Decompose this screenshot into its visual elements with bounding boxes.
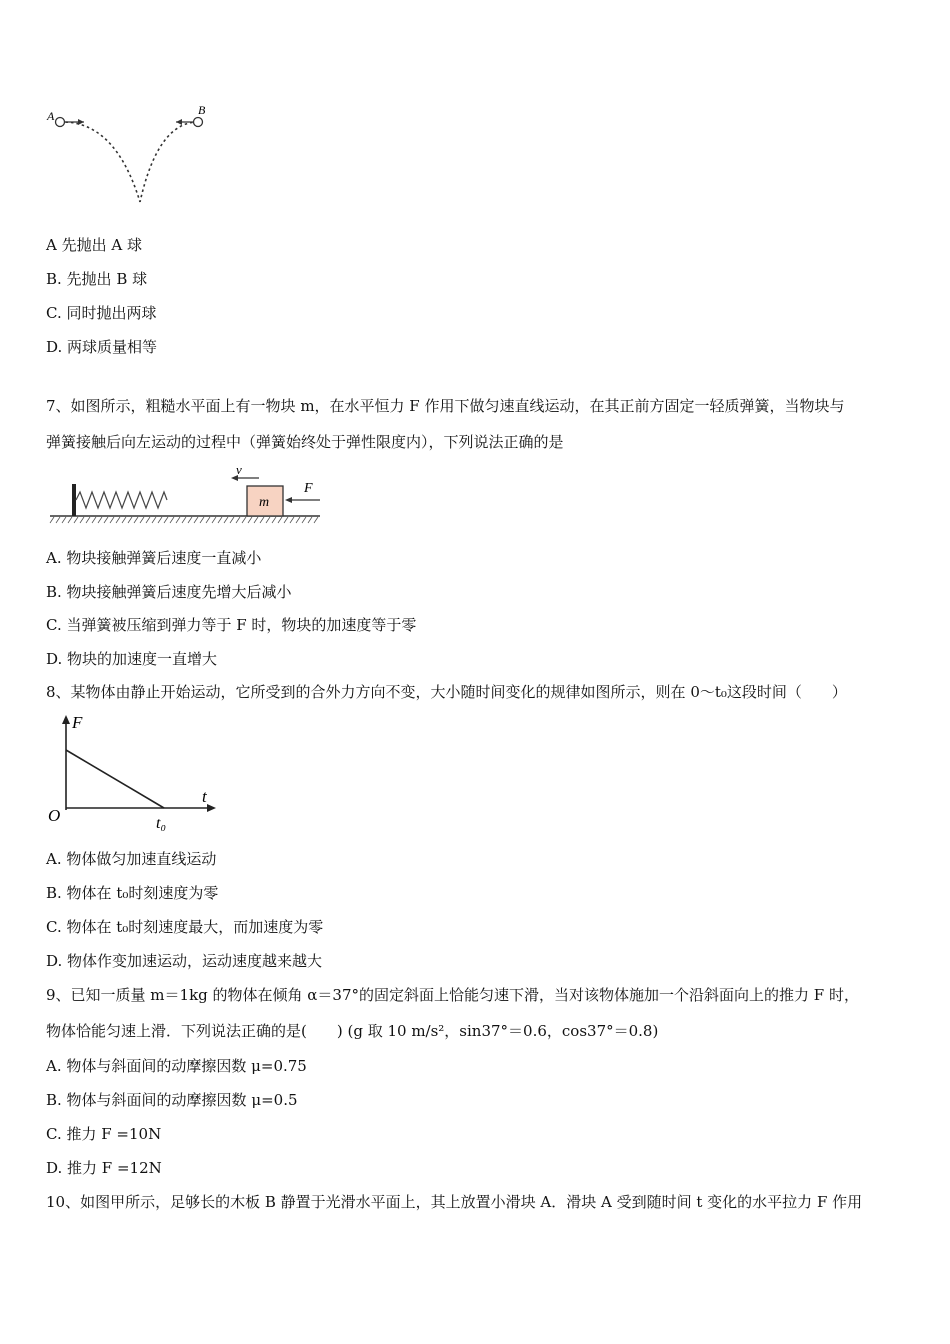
velocity-label: v (236, 462, 242, 477)
label-a: A (47, 109, 55, 123)
ball-a (56, 118, 65, 127)
q10-stem-line1: 10、如图甲所示，足够长的木板 B 静置于光滑水平面上，其上放置小滑块 A．滑块 A 受到随时间 t 变化的水平拉力 F 作用 (46, 1193, 863, 1211)
q9-stem-line2: 物体恰能匀速上滑．下列说法正确的是( ) (g 取 10 m/s²，sin37°＝0.6，cos37°＝0.8) (46, 1022, 659, 1040)
ball-b (194, 118, 203, 127)
origin-label: O (48, 806, 61, 825)
y-axis-label: F (72, 713, 83, 732)
q7-stem-line2: 弹簧接触后向左运动的过程中（弹簧始终处于弹性限度内），下列说法正确的是 (46, 433, 564, 451)
q6-option-a: A 先抛出 A 球 (46, 236, 142, 254)
force-time-graph (44, 708, 224, 838)
q8-option-c: C. 物体在 t₀时刻速度最大，而加速度为零 (46, 918, 324, 936)
q6-option-c: C. 同时抛出两球 (46, 304, 157, 322)
mass-label: m (259, 495, 270, 510)
q8-option-b: B. 物体在 t₀时刻速度为零 (46, 884, 219, 902)
q7-option-a: A. 物块接触弹簧后速度一直减小 (46, 549, 262, 567)
q9-option-a: A. 物体与斜面间的动摩擦因数 μ=0.75 (46, 1057, 307, 1075)
t0-label: t₀ (156, 815, 167, 832)
q6-option-b: B. 先抛出 B 球 (46, 270, 148, 288)
projectile-figure (40, 100, 230, 210)
q7-stem-line1: 7、如图所示，粗糙水平面上有一物块 m，在水平恒力 F 作用下做匀速直线运动，在其正前方固定一轻质弹簧，当物块与 (46, 397, 845, 415)
q8-option-a: A. 物体做匀加速直线运动 (46, 850, 217, 868)
q9-option-b: B. 物体与斜面间的动摩擦因数 μ=0.5 (46, 1091, 298, 1109)
q7-option-b: B. 物块接触弹簧后速度先增大后减小 (46, 583, 292, 601)
force-line (66, 750, 164, 808)
label-b: B (198, 103, 206, 117)
spring (76, 492, 167, 508)
wall (72, 484, 76, 516)
q9-option-c: C. 推力 F =10N (46, 1125, 162, 1143)
q8-option-d: D. 物体作变加速运动，运动速度越来越大 (46, 952, 323, 970)
q8-stem: 8、某物体由静止开始运动，它所受到的合外力方向不变，大小随时间变化的规律如图所示，则在 0～t₀这段时间（ ） (46, 683, 847, 701)
q7-option-c: C. 当弹簧被压缩到弹力等于 F 时，物块的加速度等于零 (46, 616, 417, 634)
q7-option-d: D. 物块的加速度一直增大 (46, 650, 218, 668)
x-axis-label: t (202, 787, 207, 806)
q9-stem-line1: 9、已知一质量 m＝1kg 的物体在倾角 α＝37°的固定斜面上恰能匀速下滑，当对该物体施加一个沿斜面向上的推力 F 时， (46, 986, 859, 1004)
q9-option-d: D. 推力 F =12N (46, 1159, 162, 1177)
force-label: F (304, 481, 313, 496)
q6-option-d: D. 两球质量相等 (46, 338, 158, 356)
spring-block-figure (48, 462, 328, 530)
